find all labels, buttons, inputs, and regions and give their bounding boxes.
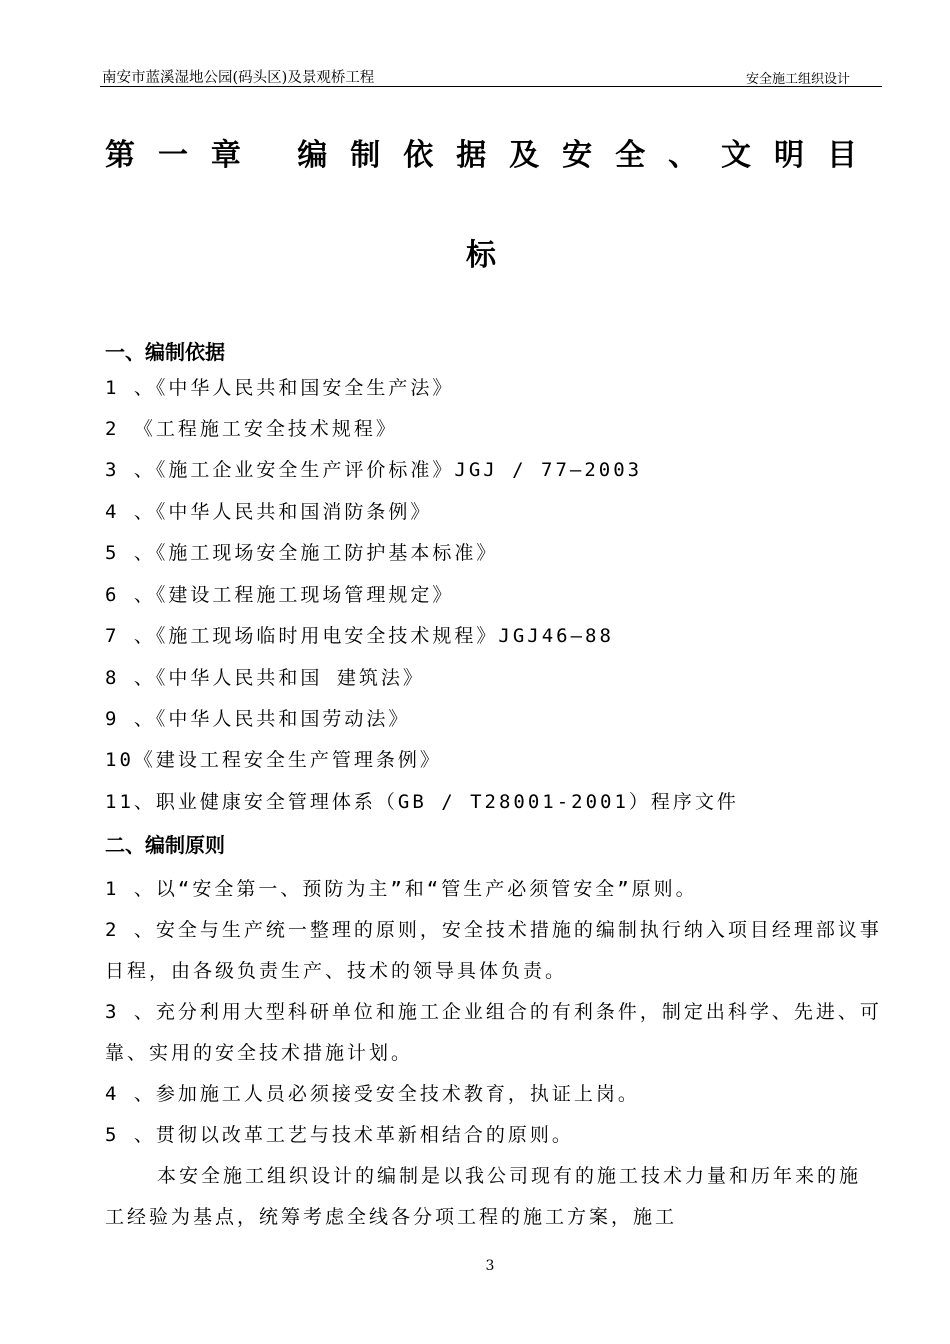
section1-heading: 一、编制依据 (105, 340, 225, 364)
basis-item-7: 7 、《施工现场临时用电安全技术规程》JGJ46—88 (105, 625, 614, 647)
principle-item-4: 4 、参加施工人员必须接受安全技术教育，执证上岗。 (105, 1083, 640, 1105)
basis-item-11: 11、职业健康安全管理体系（GB / T28001-2001）程序文件 (105, 791, 739, 813)
principle-item-5: 5 、贯彻以改革工艺与技术革新相结合的原则。 (105, 1124, 574, 1146)
basis-item-8: 8 、《中华人民共和国 建筑法》 (105, 667, 425, 689)
basis-item-5: 5 、《施工现场安全施工防护基本标准》 (105, 542, 499, 564)
section2-heading: 二、编制原则 (105, 833, 225, 857)
principle-item-1: 1 、以“安全第一、预防为主”和“管生产必须管安全”原则。 (105, 878, 698, 900)
principle-item-2: 2 、安全与生产统一整理的原则，安全技术措施的编制执行纳入项目经理部议事日程，由各级负责生产、技术的领导具体负责。 (105, 919, 882, 982)
chapter-title-line1: 第一章 编制依据及安全、文明目 (105, 138, 857, 173)
basis-item-3: 3 、《施工企业安全生产评价标准》JGJ / 77—2003 (105, 459, 643, 481)
basis-item-4: 4 、《中华人民共和国消防条例》 (105, 501, 433, 523)
header-project-name: 南安市蓝溪湿地公园(码头区)及景观桥工程 (102, 70, 375, 86)
basis-item-10: 10《建设工程安全生产管理条例》 (105, 749, 442, 771)
basis-item-2: 2 《工程施工安全技术规程》 (105, 418, 398, 440)
principle-item-3: 3 、充分利用大型科研单位和施工企业组合的有利条件，制定出科学、先进、可靠、实用的安全技术措施计划。 (105, 1001, 882, 1064)
page-number: 3 (485, 1258, 495, 1274)
chapter-title-line2: 标 (466, 238, 496, 273)
basis-item-6: 6 、《建设工程施工现场管理规定》 (105, 584, 455, 606)
closing-paragraph: 本安全施工组织设计的编制是以我公司现有的施工技术力量和历年来的施工经验为基点，统筹考虑全线各分项工程的施工方案，施工 (105, 1165, 862, 1228)
header-document-title: 安全施工组织设计 (745, 72, 850, 87)
header-rule (100, 86, 882, 87)
basis-item-9: 9 、《中华人民共和国劳动法》 (105, 708, 411, 730)
basis-item-1: 1 、《中华人民共和国安全生产法》 (105, 377, 455, 399)
